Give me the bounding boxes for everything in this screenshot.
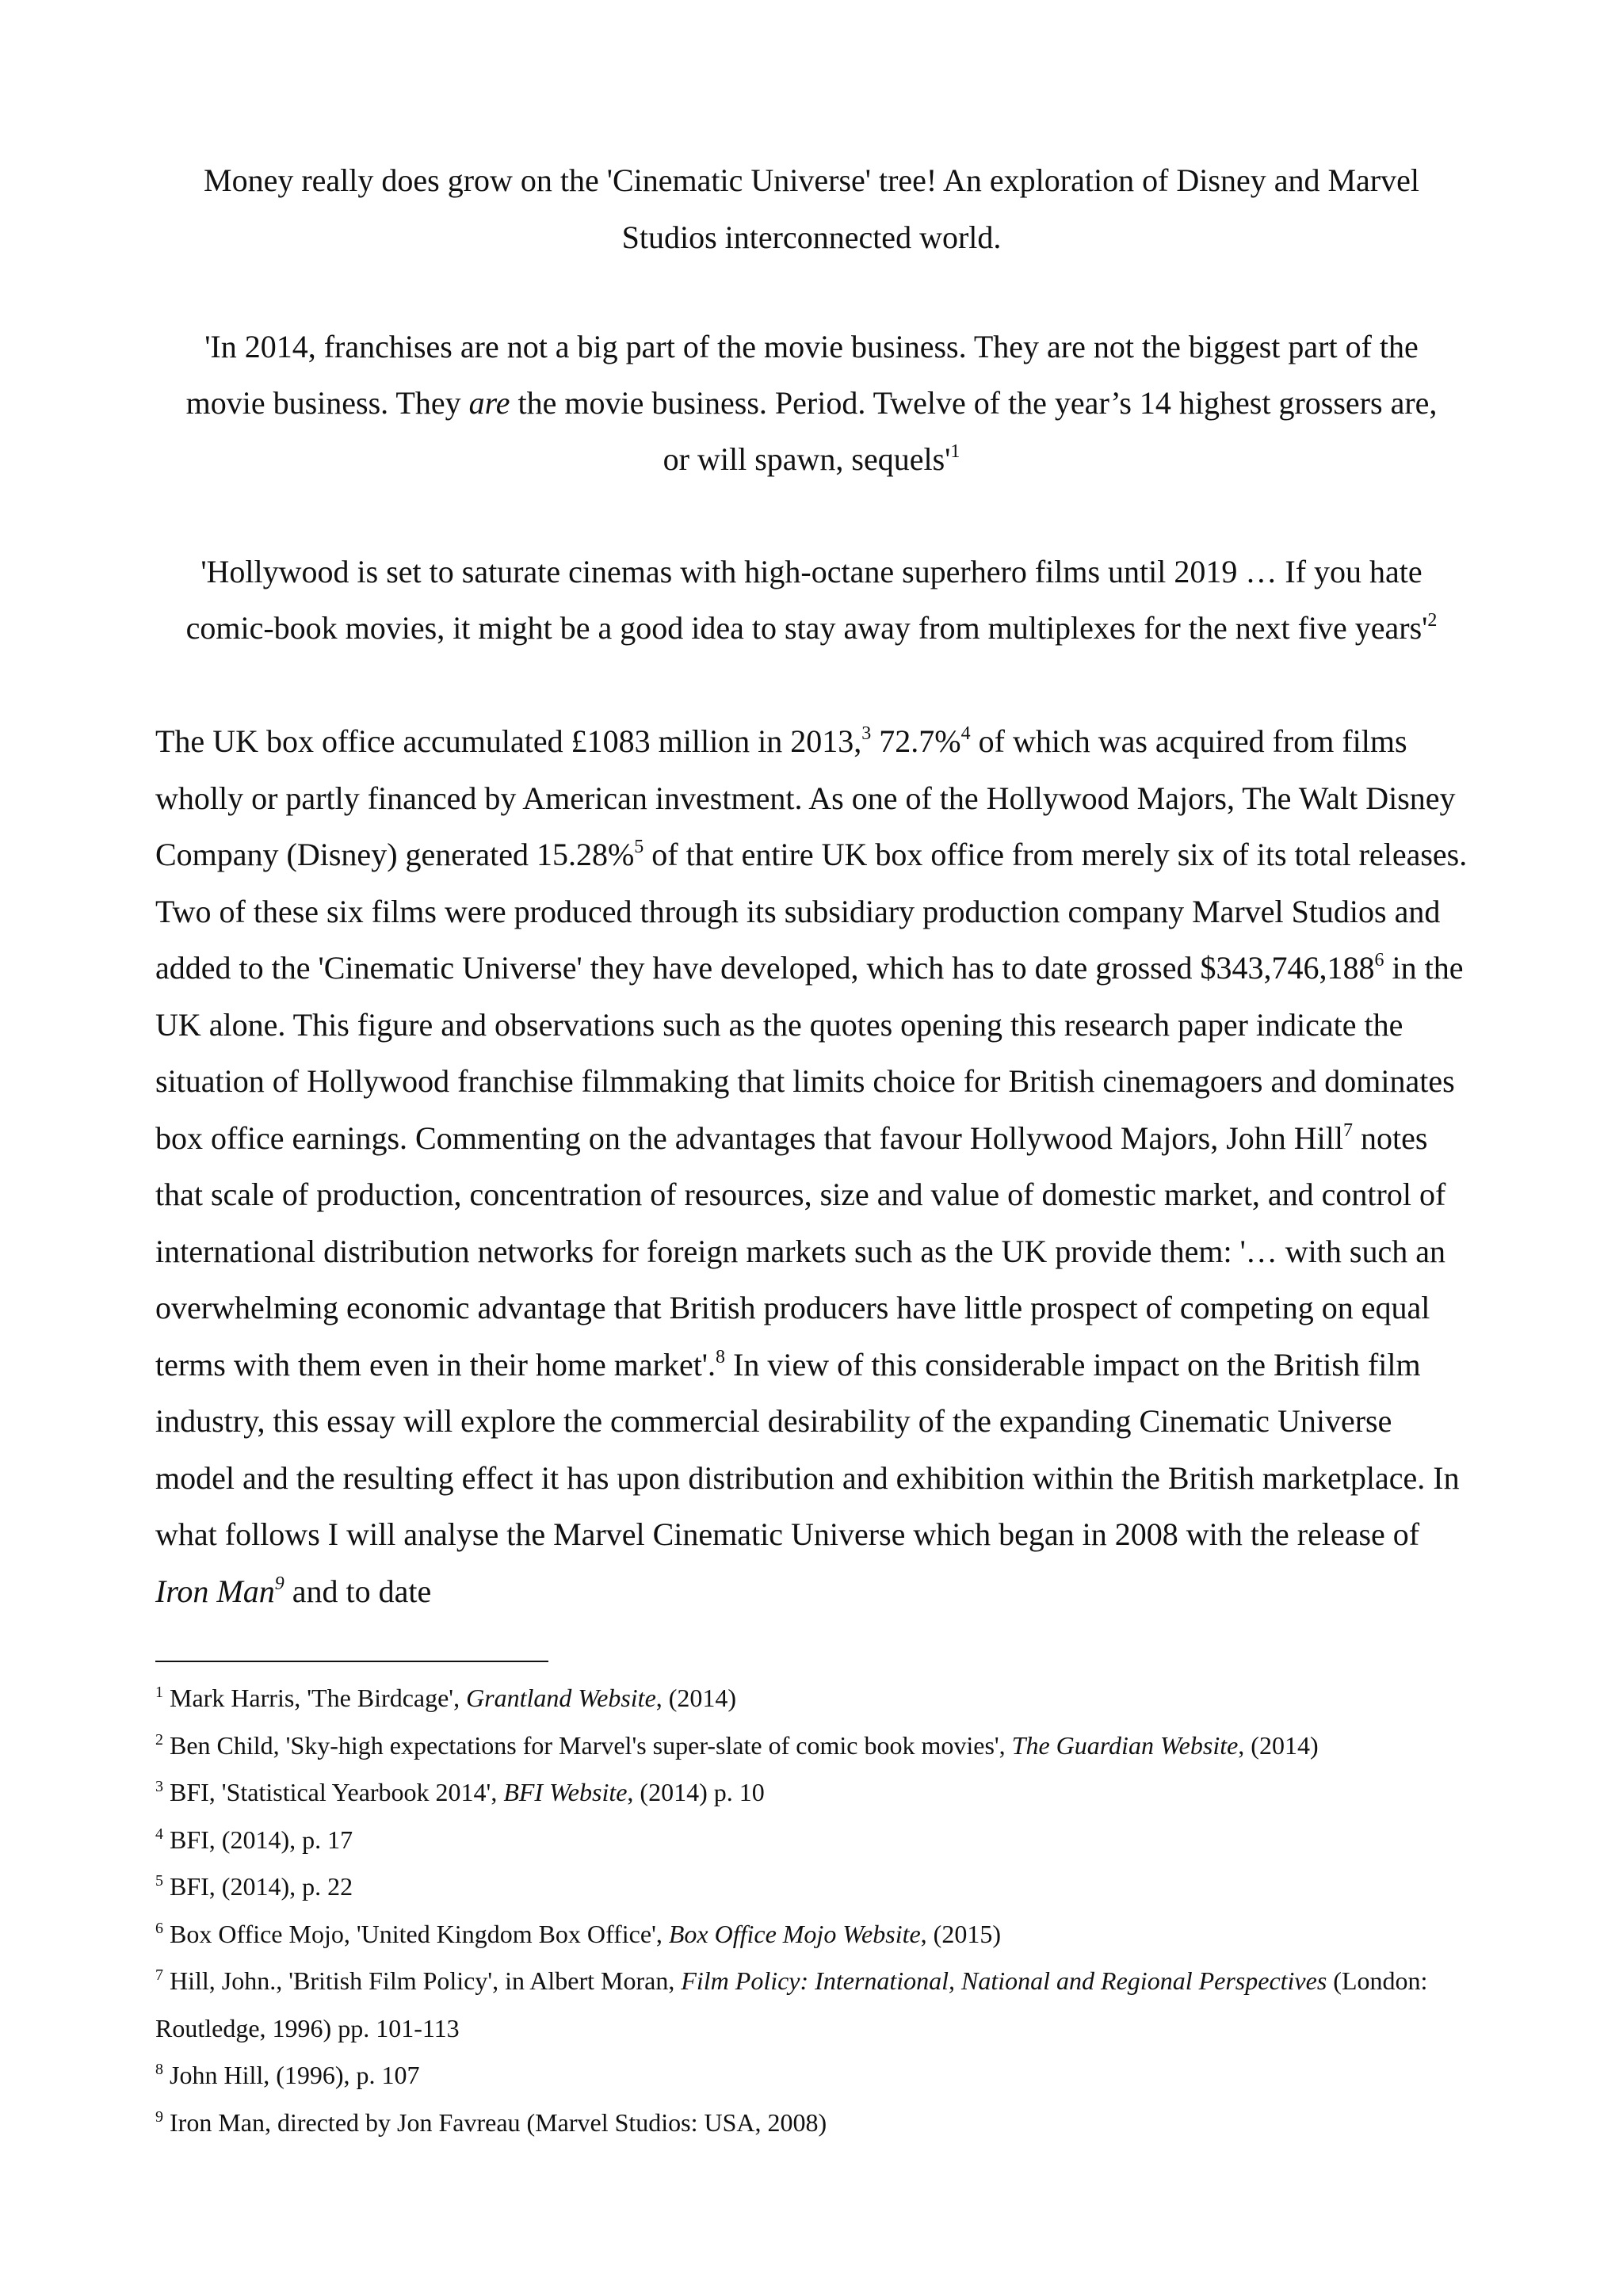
footnote-text: Ben Child, 'Sky-high expectations for Marvel's super-slate of comic book movies', [163, 1730, 1012, 1760]
footnote-ref: 7 [1342, 1119, 1353, 1141]
footnote-ref: 2 [1427, 610, 1438, 631]
footnote-number: 1 [155, 1684, 163, 1701]
footnote-text: Iron Man, directed by Jon Favreau (Marvel Studios: USA, 2008) [163, 2107, 827, 2137]
footnote-text: Mark Harris, 'The Birdcage', [163, 1684, 467, 1712]
footnote-text: BFI, (2014), p. 22 [163, 1872, 353, 1901]
footnote-separator [155, 1661, 548, 1662]
footnote [155, 2100, 1468, 2147]
footnote-number: 5 [155, 1872, 163, 1890]
footnote-text: John Hill, (1996), p. 107 [163, 2061, 420, 2089]
body-text: The UK box office accumulated £1083 million in 2013, [155, 723, 862, 759]
body-text: in the UK alone. This figure and observations such as the quotes opening this research paper indicate the situation of Hollywood franchise filmmaking that limits choice for British cinemagoers and dominates box office earnings. Commenting on the advantages that favour Hollywood Majors, John Hill [155, 950, 1464, 1156]
footnote-ref-number: 9 [274, 1573, 285, 1594]
footnote-text: Hill, John., 'British Film Policy', in Albert Moran, [163, 1966, 682, 1995]
footnote-ref: 4 [960, 723, 971, 744]
quote1-text: 'In 2014, franchises are not a big part of the movie business. They are not the biggest part of the [204, 329, 1419, 364]
footnote-number: 8 [155, 2061, 163, 2078]
footnote-text: , (2014) [655, 1684, 737, 1712]
body-text: 72.7% [871, 723, 961, 759]
footnote [155, 1722, 1468, 1770]
footnote-number: 6 [155, 1919, 163, 1937]
quote2-text: comic-book movies, it might be a good idea to stay away from multiplexes for the next five years' [185, 610, 1428, 646]
footnote-text: , (2014) [1238, 1730, 1319, 1760]
footnote-number: 7 [155, 1966, 163, 1984]
footnote-text: (London: Routledge, 1996) pp. 101-113 [155, 1966, 1428, 2042]
quote1-emphasis: are [468, 385, 510, 421]
footnote-text: Box Office Mojo, 'United Kingdom Box Office', [163, 1919, 669, 1948]
footnote [155, 1911, 1468, 1958]
footnote-source: BFI Website [503, 1778, 628, 1806]
footnote-number: 9 [155, 2107, 163, 2126]
epigraph-quote-1 [155, 318, 1468, 487]
body-paragraph [155, 713, 1468, 1619]
quote1-text: or will spawn, sequels' [663, 441, 951, 477]
footnote [155, 1675, 1468, 1722]
footnote-source: Film Policy: International, National and Regional Perspectives [681, 1966, 1327, 1995]
body-text: notes that scale of production, concentration of resources, size and value of domestic market, and control of international distribution networks for foreign markets such as the UK provide them: '… with such an overwhelming economic advantage that British producers have little prospect of competing on equal terms with them even in their home market'. [155, 1119, 1446, 1383]
footnote-number: 2 [155, 1730, 163, 1749]
footnote-ref: 8 [716, 1346, 726, 1367]
footnote-text: , (2015) [920, 1919, 1001, 1948]
body-text: In view of this considerable impact on the British film industry, this essay will explore the commercial desirability of the expanding Cinematic Universe model and the resulting effect it has upon distribution and exhibition within the British marketplace. In what follows I will analyse the Marvel Cinematic Universe which began in 2008 with the release of [155, 1346, 1460, 1552]
footnote [155, 1817, 1468, 1864]
body-text: and to date [284, 1573, 432, 1609]
footnote-text: BFI, (2014), p. 17 [163, 1825, 353, 1854]
footnote-ref: 3 [861, 723, 872, 744]
epigraph-quote-2 [155, 543, 1468, 656]
footnote-ref: 1 [950, 441, 960, 462]
title-line-2: Studios interconnected world. [621, 219, 1002, 255]
footnote [155, 2052, 1468, 2100]
quote1-text: the movie business. Period. Twelve of the year’s 14 highest grossers are, [510, 385, 1438, 421]
footnote-ref [275, 1573, 285, 1594]
footnote-ref: 5 [634, 837, 644, 857]
footnote-text: BFI, 'Statistical Yearbook 2014', [163, 1778, 504, 1806]
title-line-1: Money really does grow on the 'Cinematic Universe' tree! An exploration of Disney and Marvel [204, 162, 1419, 198]
footnote-source: Grantland Website [466, 1684, 656, 1712]
paper-title [158, 152, 1465, 266]
footnote [155, 1769, 1468, 1817]
footnote-ref: 6 [1374, 950, 1384, 971]
quote1-text: movie business. They [185, 385, 469, 421]
footnote [155, 1863, 1468, 1911]
body-text: of that entire UK box office from merely six of its total releases. Two of these six films were produced through its subsidiary production company Marvel Studios and added to the 'Cinematic Universe' they have developed, which has to date grossed $343,746,188 [155, 837, 1468, 986]
footnote [155, 1958, 1468, 2052]
body-text: of which was acquired from films wholly or partly financed by American investment. As one of the Hollywood Majors, The Walt Disney Company (Disney) generated 15.28% [155, 723, 1456, 872]
footnote-number: 3 [155, 1778, 163, 1795]
film-title: Iron Man [155, 1573, 275, 1609]
quote2-text: 'Hollywood is set to saturate cinemas with high-octane superhero films until 2019 … If you hate [200, 554, 1423, 589]
footnote-text: , (2014) p. 10 [627, 1778, 765, 1806]
footnotes [155, 1675, 1468, 2146]
footnote-number: 4 [155, 1825, 163, 1843]
footnote-source: The Guardian Website [1011, 1730, 1239, 1760]
footnote-source: Box Office Mojo Website [668, 1919, 921, 1948]
